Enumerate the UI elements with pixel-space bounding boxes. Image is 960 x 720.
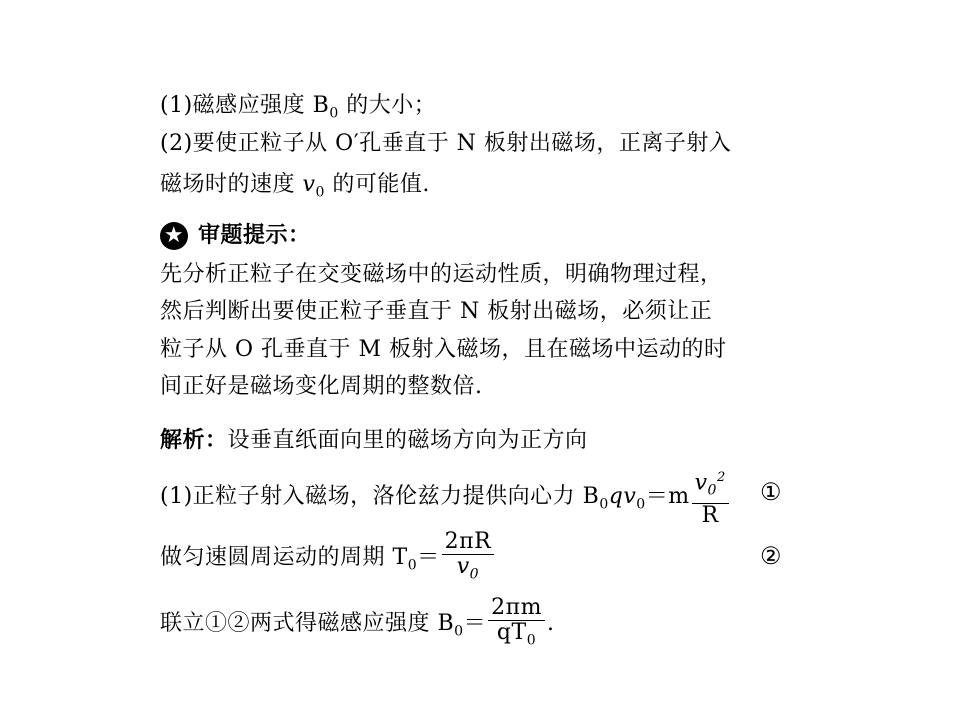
q2-tail: 的可能值. [324, 172, 430, 197]
q1-sub: 0 [329, 105, 339, 122]
eq2-numerator: 2πR [442, 530, 495, 555]
eq3-den-text: qT [496, 620, 527, 645]
eq2-denominator [442, 555, 495, 586]
eq2-equals: ＝ [417, 545, 440, 571]
question-1 [160, 93, 436, 126]
star-icon: ★ [160, 222, 188, 250]
hint-line-4 [160, 374, 483, 400]
eq3-equals: ＝ [463, 611, 487, 637]
analysis-label: 解析： [160, 428, 228, 453]
q2-text-a: (2)要使正粒子从 O′孔垂直于 N 板射出磁场，正离子射入 [160, 131, 732, 156]
eq3-den-sub: 0 [526, 632, 537, 649]
eq1-lhs: B [582, 483, 600, 509]
question-2-line-2 [160, 172, 430, 205]
eq3-denominator [488, 621, 545, 652]
eq1-text: (1)正粒子射入磁场，洛伦兹力提供向心力 [160, 483, 583, 509]
q2-velocity: v [302, 172, 316, 197]
eq2-fraction [442, 530, 495, 586]
eq1-equals: ＝m [645, 483, 690, 509]
eq1-fraction [692, 466, 729, 528]
eq1-num-v: v [694, 470, 708, 496]
eq1-num-sub: 0 [707, 482, 717, 499]
eq3-fraction [488, 596, 545, 652]
equation-2 [160, 530, 496, 586]
eq2-den-v: v [456, 554, 470, 579]
eq2-text: 做匀速圆周运动的周期 [160, 545, 393, 571]
hint-text-1: 先分析正粒子在交变磁场中的运动性质，明确物理过程， [160, 262, 723, 287]
hint-heading [160, 222, 311, 250]
q1-text: (1)磁感应强度 B [160, 93, 330, 118]
equation-2-marker: ② [760, 542, 782, 570]
eq3-lhs: B [437, 611, 455, 637]
equation-3 [160, 596, 554, 652]
hint-line-3 [160, 337, 727, 363]
eq3-text: 联立①②两式得磁感应强度 [160, 611, 438, 637]
eq1-num-sup: 2 [716, 470, 726, 485]
q2-velocity-sub: 0 [315, 184, 325, 201]
hint-text-3: 粒子从 O 孔垂直于 M 板射入磁场，且在磁场中运动的时 [160, 337, 727, 362]
equation-1 [160, 466, 731, 528]
eq1-denominator: R [701, 502, 719, 528]
q1-tail: 的大小； [338, 93, 437, 118]
eq1-lhs-tail: qv [608, 483, 637, 509]
eq3-lhs-sub: 0 [454, 623, 464, 640]
eq2-den-sub: 0 [469, 566, 480, 583]
hint-line-2 [160, 299, 712, 325]
q2-text-b: 磁场时的速度 [160, 172, 303, 197]
eq3-numerator: 2πm [488, 596, 545, 621]
eq2-lhs-sub: 0 [407, 557, 418, 574]
analysis-line [160, 428, 588, 454]
question-2-line-1 [160, 131, 731, 157]
eq1-lhs-sub: 0 [599, 496, 609, 513]
hint-text-2: 然后判断出要使正粒子垂直于 N 板射出磁场，必须让正 [160, 299, 713, 324]
eq2-lhs: T [392, 545, 408, 571]
hint-title: 审题提示： [198, 223, 311, 248]
analysis-text: 设垂直纸面向里的磁场方向为正方向 [227, 428, 588, 453]
eq3-tail: . [546, 611, 555, 637]
hint-line-1 [160, 262, 723, 288]
equation-1-marker: ① [760, 478, 782, 506]
eq1-lhs-tail-sub: 0 [636, 496, 646, 513]
eq1-numerator [692, 466, 729, 504]
hint-text-4: 间正好是磁场变化周期的整数倍. [160, 374, 483, 399]
